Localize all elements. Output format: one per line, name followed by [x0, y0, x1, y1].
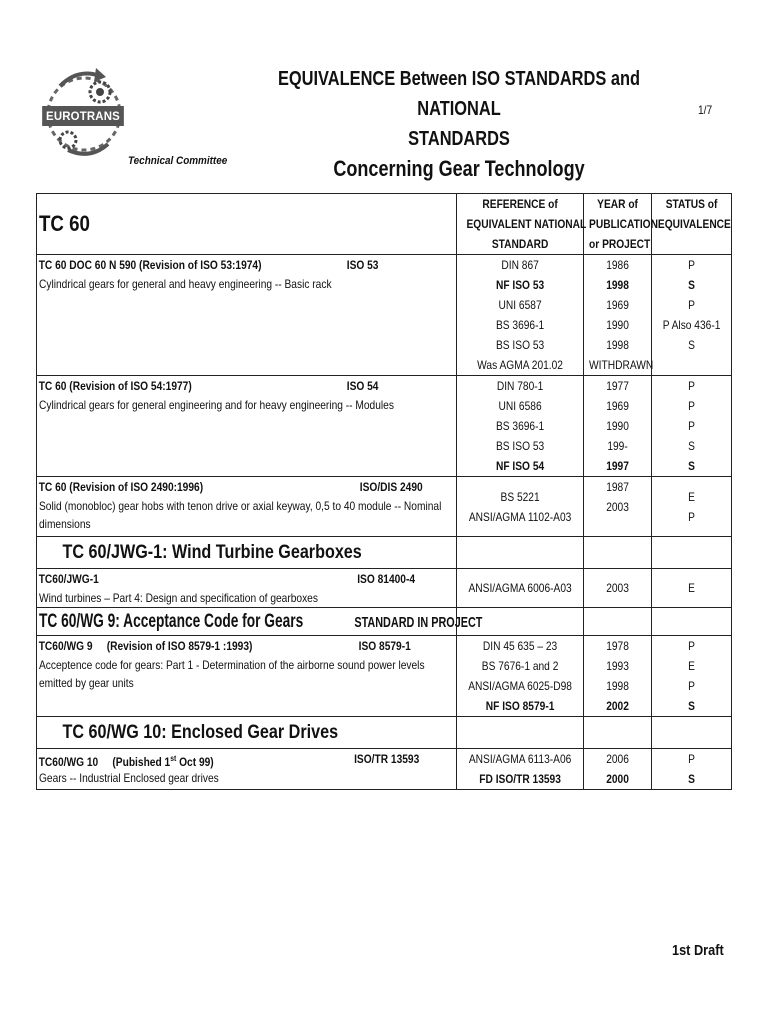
reference-item: BS 5221 [500, 489, 540, 504]
empty-cell [651, 537, 731, 569]
logo-text: EUROTRANS [42, 106, 124, 126]
status-cell [651, 255, 731, 376]
reference-item: ANSI/AGMA 6006-A03 [468, 581, 572, 595]
status-cell [651, 376, 731, 477]
entry-code: TC 60 DOC 60 N 590 (Revision of ISO 53:1974) [38, 258, 262, 272]
entry-cell [37, 376, 457, 477]
year-item: 1998 [605, 338, 629, 352]
entry-cell [37, 636, 457, 717]
reference-item: BS ISO 53 [495, 439, 544, 453]
table-row [37, 569, 732, 608]
status-item: S [688, 459, 695, 473]
year-item: 2002 [605, 699, 629, 713]
status-item: P [688, 639, 695, 653]
reference-item: DIN 45 635 – 23 [482, 639, 557, 653]
section-heading [37, 608, 483, 636]
header-text: REFERENCE of [481, 197, 558, 211]
year-item: 1969 [605, 399, 629, 413]
entry-code: TC60/WG 10 [38, 755, 99, 769]
empty-cell [583, 717, 651, 749]
iso-number: ISO 81400-4 [357, 572, 416, 586]
reference-item: NF ISO 8579-1 [485, 699, 554, 713]
title-line: Concerning Gear Technology [333, 156, 585, 181]
tc-label: TC 60 [39, 211, 90, 236]
reference-item: DIN 867 [500, 258, 539, 272]
section-title: TC 60/WG 10: Enclosed Gear Drives [62, 721, 339, 743]
status-item: E [688, 581, 695, 595]
header-text: or PROJECT [588, 237, 651, 251]
section-heading-row [37, 717, 732, 749]
entry-description: Cylindrical gears for general and heavy engineering -- Basic rack [39, 277, 332, 291]
table-header-row [37, 194, 732, 255]
entry-code: TC 60 (Revision of ISO 2490:1996) [38, 480, 204, 494]
iso-number: ISO 54 [346, 379, 379, 393]
year-cell [583, 255, 654, 376]
reference-item: FD ISO/TR 13593 [478, 772, 561, 786]
year-item: 1978 [605, 639, 629, 653]
section-heading [37, 537, 457, 569]
reference-item: BS ISO 53 [495, 338, 544, 352]
entry-description: Solid (monobloc) gear hobs with tenon drive or axial keyway, 0,5 to 40 module -- Nominal dimensions [39, 499, 442, 531]
page-number: 1/7 [698, 103, 713, 117]
committee-label: Technical Committee [128, 155, 228, 167]
year-item: 2003 [605, 581, 629, 595]
status-item: P [688, 752, 695, 766]
entry-cell [37, 255, 457, 376]
reference-cell [456, 255, 583, 376]
entry-code-extra: (Pubished 1 [112, 755, 171, 769]
status-item: P [688, 298, 695, 312]
year-item: 1969 [605, 298, 629, 312]
document-title [263, 64, 655, 184]
iso-number: ISO/DIS 2490 [359, 480, 423, 494]
year-item: 1993 [605, 659, 629, 673]
status-item: S [688, 439, 695, 453]
year-item: 1987 [605, 480, 629, 494]
section-heading [37, 717, 457, 749]
year-item: 1990 [605, 419, 629, 433]
status-item: S [688, 278, 695, 292]
entry-description: Acceptence code for gears: Part 1 - Determination of the airborne sound power levels emitted by gear units [39, 658, 425, 690]
equivalence-table [36, 193, 732, 790]
entry-code: TC60/WG 9 [38, 639, 93, 653]
year-item: 1990 [605, 318, 629, 332]
header-text: STANDARD [491, 237, 548, 251]
header-reference [456, 194, 586, 255]
reference-item: BS 3696-1 [495, 318, 544, 332]
section-title: TC 60/WG 9: Acceptance Code for Gears [39, 610, 304, 632]
status-item: P [688, 679, 695, 693]
year-cell [583, 569, 651, 608]
table-row [37, 477, 732, 537]
status-item: P Also 436-1 [662, 318, 721, 332]
eurotrans-logo [38, 62, 130, 162]
entry-description: Gears -- Industrial Enclosed gear drives [39, 771, 219, 785]
reference-cell [456, 749, 583, 790]
status-item: P [688, 419, 695, 433]
year-item: 1998 [605, 679, 629, 693]
iso-number: ISO/TR 13593 [354, 752, 420, 766]
table-row [37, 636, 732, 717]
status-item: P [688, 379, 695, 393]
iso-number: ISO 8579-1 [358, 639, 411, 653]
status-item: E [688, 489, 695, 504]
year-cell [583, 636, 651, 717]
section-heading-row [37, 608, 732, 636]
table-row [37, 749, 732, 790]
section-status: STANDARD IN PROJECT [354, 613, 483, 631]
year-item: 199- [607, 439, 628, 453]
entry-code: TC 60 (Revision of ISO 54:1977) [38, 379, 192, 393]
year-item: 2003 [605, 500, 629, 514]
year-item: 2006 [605, 752, 629, 766]
year-item: 1998 [605, 278, 629, 292]
reference-item: ANSI/AGMA 6025-D98 [467, 679, 572, 693]
empty-cell [583, 537, 651, 569]
empty-cell [651, 717, 731, 749]
status-cell [651, 749, 731, 790]
empty-cell [583, 608, 651, 636]
reference-item: UNI 6587 [498, 298, 542, 312]
empty-cell [456, 717, 583, 749]
tc-label-cell [37, 194, 457, 255]
reference-item: ANSI/AGMA 6113-A06 [468, 752, 571, 766]
reference-cell [456, 477, 583, 537]
reference-cell [456, 636, 583, 717]
table-row [37, 255, 732, 376]
reference-item: Was AGMA 201.02 [476, 358, 563, 372]
title-line: STANDARDS [408, 128, 510, 150]
entry-code: TC60/JWG-1 [38, 572, 99, 586]
entry-code-extra: Oct 99) [176, 755, 214, 769]
empty-cell [651, 608, 731, 636]
reference-item: BS 7676-1 and 2 [481, 659, 558, 673]
status-item: S [688, 338, 695, 352]
year-item: 2000 [605, 772, 629, 786]
entry-description: Wind turbines – Part 4: Design and specification of gearboxes [39, 591, 318, 605]
draft-label: 1st Draft [672, 942, 724, 959]
entry-cell [37, 749, 457, 790]
table-row [37, 376, 732, 477]
reference-item: NF ISO 53 [495, 278, 544, 292]
header-text: STATUS of [665, 197, 718, 211]
title-line: EQUIVALENCE Between ISO STANDARDS and NATIONAL [277, 68, 641, 120]
status-item: P [688, 258, 695, 272]
header-text: EQUIVALENCE [657, 217, 731, 231]
year-cell [583, 376, 651, 477]
entry-cell [37, 477, 457, 537]
status-item: S [688, 699, 695, 713]
reference-cell [456, 569, 583, 608]
iso-number: ISO 53 [346, 258, 379, 272]
status-cell [651, 477, 731, 537]
reference-item: ANSI/AGMA 1102-A03 [468, 509, 571, 524]
header-text: YEAR of [596, 197, 638, 211]
entry-code-extra: (Revision of ISO 8579-1 :1993) [106, 639, 253, 653]
empty-cell [456, 537, 583, 569]
entry-cell [37, 569, 457, 608]
status-item: S [688, 772, 695, 786]
year-item: WITHDRAWN [588, 358, 654, 372]
header-status [651, 194, 731, 255]
year-cell [583, 749, 651, 790]
status-cell [651, 636, 731, 717]
reference-item: NF ISO 54 [495, 459, 544, 473]
header-text: PUBLICATION [588, 217, 658, 231]
entry-description: Cylindrical gears for general engineering and for heavy engineering -- Modules [39, 398, 394, 412]
year-cell [583, 477, 651, 537]
year-item: 1977 [605, 379, 629, 393]
status-item: P [688, 399, 695, 413]
section-heading-row [37, 537, 732, 569]
year-item: 1997 [605, 459, 629, 473]
header-text: EQUIVALENT NATIONAL [466, 217, 586, 231]
header-year [583, 194, 658, 255]
section-title: TC 60/JWG-1: Wind Turbine Gearboxes [62, 541, 362, 563]
status-item: P [688, 509, 695, 524]
reference-item: DIN 780-1 [496, 379, 543, 393]
status-item: E [688, 659, 695, 673]
reference-item: UNI 6586 [498, 399, 542, 413]
reference-cell [456, 376, 583, 477]
status-cell [651, 569, 731, 608]
ordinal-suffix: st [170, 754, 177, 763]
reference-item: BS 3696-1 [495, 419, 544, 433]
year-item: 1986 [605, 258, 629, 272]
